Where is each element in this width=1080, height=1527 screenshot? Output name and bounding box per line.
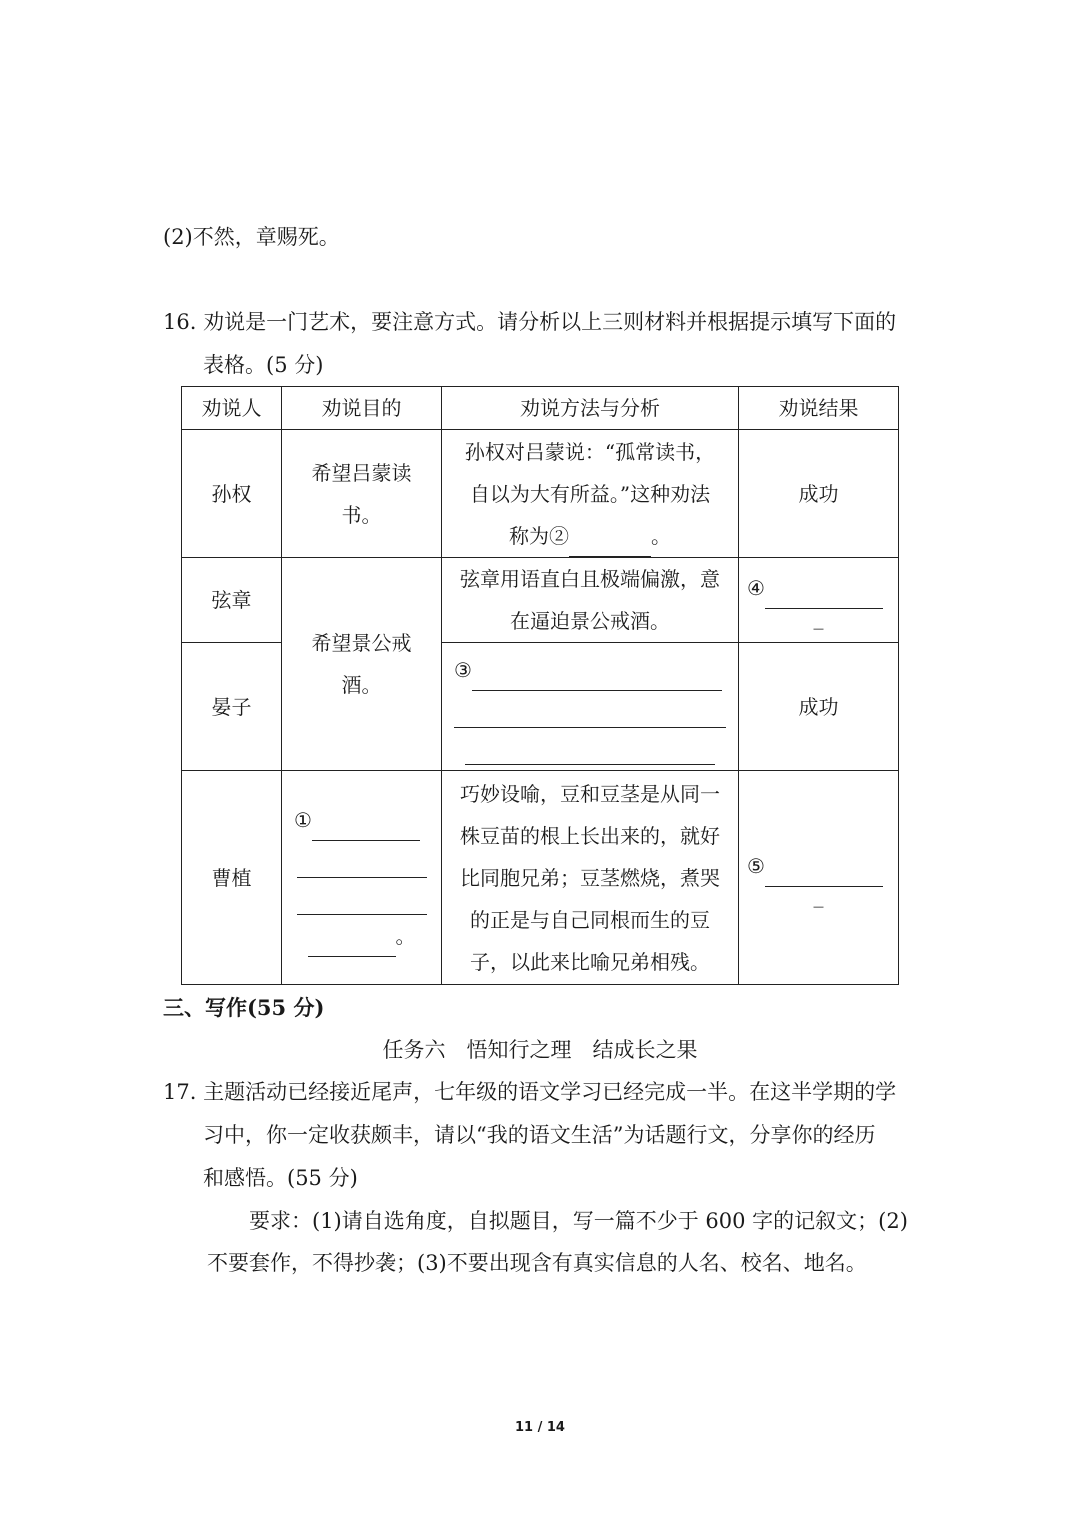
person-caozhi: 曹植 bbox=[182, 771, 282, 985]
method-caozhi-l5: 子，以此来比喻兄弟相残。 bbox=[470, 949, 710, 974]
method-caozhi-l3: 比同胞兄弟；豆茎燃烧，煮哭 bbox=[460, 865, 720, 890]
method-caozhi-l1: 巧妙设喻，豆和豆茎是从同一 bbox=[460, 781, 720, 806]
method-caozhi-l4: 的正是与自己同根而生的豆 bbox=[470, 907, 710, 932]
purpose-sunquan-l1: 希望吕蒙读 bbox=[311, 460, 412, 485]
task6-title: 任务六 悟知行之理 结成长之果 bbox=[382, 1038, 698, 1062]
q17-line2: 习中，你一定收获颇丰，请以“我的语文生活”为话题行文，分享你的经历 bbox=[203, 1123, 876, 1147]
result-sunquan: 成功 bbox=[739, 430, 899, 558]
blank-1-l3[interactable] bbox=[297, 878, 427, 915]
table-row-xianzhang bbox=[182, 558, 899, 643]
person-xianzhang: 弦章 bbox=[182, 558, 282, 643]
q16-prompt-line1: 16. 劝说是一门艺术，要注意方式。请分析以上三则材料并根据提示填写下面的 bbox=[163, 310, 897, 334]
purpose-sunquan bbox=[282, 430, 442, 558]
blank-3-l3[interactable] bbox=[465, 728, 715, 765]
blank-3-l1[interactable] bbox=[472, 662, 722, 691]
blank-2[interactable] bbox=[569, 528, 651, 557]
q16-prompt-line2: 表格。(5 分) bbox=[203, 353, 324, 377]
result-xianzhang: ④ _ bbox=[739, 558, 899, 643]
purpose-jinggong-l2: 酒。 bbox=[341, 673, 382, 697]
q17-requirement-line1: 要求：(1)请自选角度，自拟题目，写一篇不少于 600 字的记叙文；(2) bbox=[249, 1209, 908, 1233]
method-caozhi-l2: 株豆苗的根上长出来的，就好 bbox=[460, 823, 720, 848]
section3-title: 三、写作(55 分) bbox=[163, 995, 325, 1020]
purpose-jinggong bbox=[282, 558, 442, 771]
purpose-jinggong-l1: 希望景公戒 bbox=[311, 631, 412, 655]
header-person: 劝说人 bbox=[182, 387, 282, 430]
table-row-caozhi bbox=[182, 771, 899, 985]
persuasion-table bbox=[181, 386, 899, 985]
method-sunquan-l1: 孙权对吕蒙说：“孤常读书， bbox=[464, 439, 716, 464]
purpose-sunquan-l2: 书。 bbox=[341, 502, 382, 527]
blank-5[interactable] bbox=[765, 858, 883, 887]
method-sunquan-l3: 称为② 。 bbox=[442, 515, 738, 557]
blank-4[interactable] bbox=[765, 580, 883, 609]
person-sunquan: 孙权 bbox=[182, 430, 282, 558]
header-purpose: 劝说目的 bbox=[282, 387, 442, 430]
q17-line3: 和感悟。(55 分) bbox=[203, 1166, 358, 1190]
method-xianzhang-l2: 在逼迫景公戒酒。 bbox=[510, 609, 670, 633]
method-yanzi: ③ bbox=[442, 643, 739, 771]
q17-line1: 17. 主题活动已经接近尾声，七年级的语文学习已经完成一半。在这半学期的学 bbox=[163, 1080, 897, 1104]
result-caozhi: ⑤ _ bbox=[739, 771, 899, 985]
person-yanzi: 晏子 bbox=[182, 643, 282, 771]
blank-1-l4[interactable] bbox=[308, 928, 396, 957]
method-sunquan bbox=[442, 430, 739, 558]
q17-requirement-line2: 不要套作，不得抄袭；(3)不要出现含有真实信息的人名、校名、地名。 bbox=[207, 1251, 867, 1275]
table-row-sunquan bbox=[182, 430, 899, 558]
method-sunquan-l2: 自以为大有所益。”这种劝法 bbox=[469, 481, 711, 506]
header-method: 劝说方法与分析 bbox=[442, 387, 739, 430]
result-yanzi: 成功 bbox=[739, 643, 899, 771]
page-number: 11 / 14 bbox=[515, 1420, 565, 1435]
table-header-row bbox=[182, 387, 899, 430]
method-xianzhang bbox=[442, 558, 739, 643]
q15-item2: (2)不然，章赐死。 bbox=[163, 225, 340, 249]
blank-1-l2[interactable] bbox=[297, 841, 427, 878]
blank-3-l2[interactable] bbox=[454, 691, 726, 728]
method-xianzhang-l1: 弦章用语直白且极端偏激，意 bbox=[460, 567, 720, 591]
method-caozhi bbox=[442, 771, 739, 985]
purpose-caozhi: ① 。 bbox=[282, 771, 442, 985]
blank-1-l1[interactable] bbox=[312, 812, 420, 841]
header-result: 劝说结果 bbox=[739, 387, 899, 430]
